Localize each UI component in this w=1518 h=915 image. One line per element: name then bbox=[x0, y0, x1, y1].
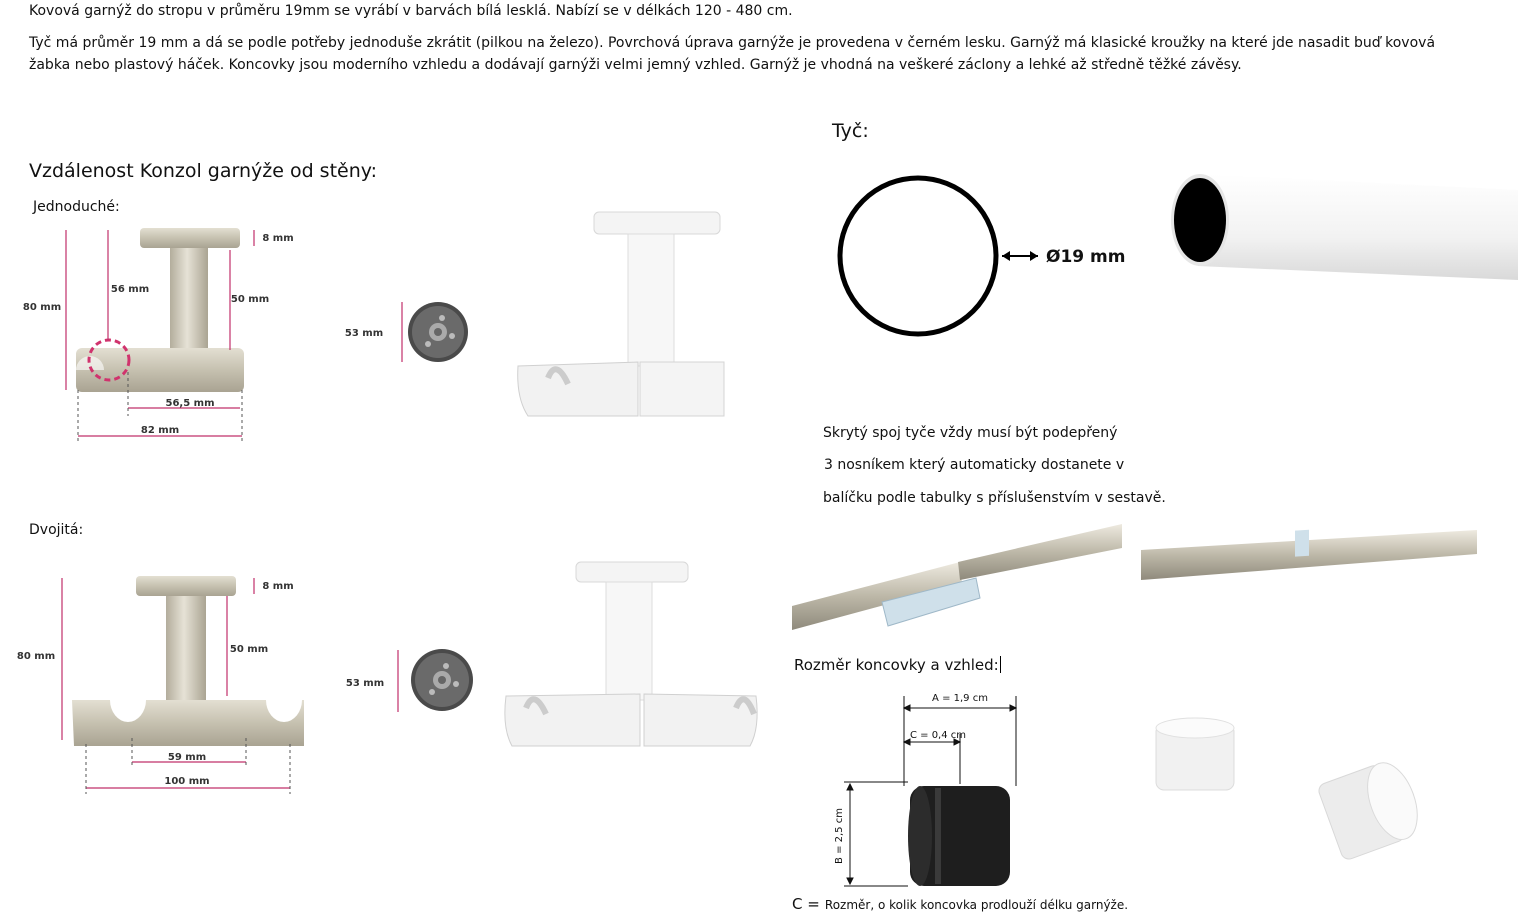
endcap-dimension-diagram bbox=[800, 688, 1040, 894]
dim-top-label: 8 mm bbox=[262, 233, 294, 244]
dbl-ceiling-plate-image bbox=[411, 649, 473, 711]
dbl-dim-top-label: 8 mm bbox=[262, 581, 294, 592]
dbl-dim-span-label: 59 mm bbox=[167, 752, 207, 763]
ceiling-plate-image bbox=[408, 302, 468, 362]
dbl-dim-stem-label: 50 mm bbox=[229, 644, 269, 655]
rod-diameter-label: Ø19 mm bbox=[1046, 247, 1126, 267]
endcap-heading: Rozměr koncovky a vzhled: bbox=[794, 656, 999, 674]
dbl-dim-height-label: 80 mm bbox=[16, 651, 56, 662]
endcap-caption bbox=[792, 894, 1128, 913]
dim-plate-label: 53 mm bbox=[344, 328, 384, 339]
intro-line-2: Tyč má průměr 19 mm a dá se podle potřeby jednoduše zkrátit (pilkou na železo). Povrchová úprava garnýže je provedena v černém lesku. Garnýž má klasické kroužky na které jde nasadit buď kovová žabka nebo plastový háček. Koncovky jsou moderního vzhledu a dodávají garnýži velmi jemný vzhled. Garnýž je vhodná na veškeré záclony a lehké až středně těžké závěsy. bbox=[29, 35, 1436, 73]
endcap-caption-prefix: C = bbox=[792, 895, 820, 913]
rod-joint-open-image bbox=[792, 518, 1122, 630]
white-rod-image bbox=[1168, 160, 1518, 290]
white-endcaps-image bbox=[1138, 692, 1450, 892]
endcap-caption-text: Rozměr, o kolik koncovka prodlouží délku garnýže. bbox=[824, 898, 1129, 912]
double-bracket-label: Dvojitá: bbox=[29, 522, 84, 538]
brackets-heading: Vzdálenost Konzol garnýže od stěny: bbox=[29, 160, 378, 182]
rod-joint-closed-image bbox=[1141, 524, 1477, 582]
dim-stem-label: 50 mm bbox=[230, 294, 270, 305]
rod-cross-section-diagram bbox=[830, 172, 1140, 342]
joint-note-line-3: balíčku podle tabulky s příslušenstvím v sestavě. bbox=[823, 490, 1166, 506]
endcap-dim-b-label: B = 2,5 cm bbox=[834, 808, 845, 864]
endcap-dim-a-label: A = 1,9 cm bbox=[932, 693, 988, 704]
double-bracket-white-image bbox=[500, 558, 762, 752]
dbl-dim-plate-label: 53 mm bbox=[345, 678, 385, 689]
double-bracket-diagram bbox=[14, 568, 484, 808]
rod-heading: Tyč: bbox=[832, 120, 869, 142]
text-cursor bbox=[1000, 656, 1001, 673]
single-bracket-diagram bbox=[20, 222, 490, 458]
dim-span-label: 56,5 mm bbox=[165, 398, 215, 409]
single-bracket-white-image bbox=[508, 208, 730, 424]
single-bracket-label: Jednoduché: bbox=[33, 199, 120, 215]
dim-height-label: 80 mm bbox=[22, 302, 62, 313]
intro-line-1: Kovová garnýž do stropu v průměru 19mm se vyrábí v barvách bílá lesklá. Nabízí se v délkách 120 - 480 cm. bbox=[29, 3, 793, 19]
dim-width-label: 82 mm bbox=[140, 425, 180, 436]
dim-inner-label: 56 mm bbox=[110, 284, 150, 295]
dbl-dim-width-label: 100 mm bbox=[164, 776, 210, 787]
joint-note-line-1: Skrytý spoj tyče vždy musí být podepřený bbox=[823, 425, 1118, 441]
joint-note-line-2: 3 nosníkem který automaticky dostanete v bbox=[824, 457, 1125, 473]
endcap-dim-c-label: C = 0,4 cm bbox=[909, 730, 967, 741]
